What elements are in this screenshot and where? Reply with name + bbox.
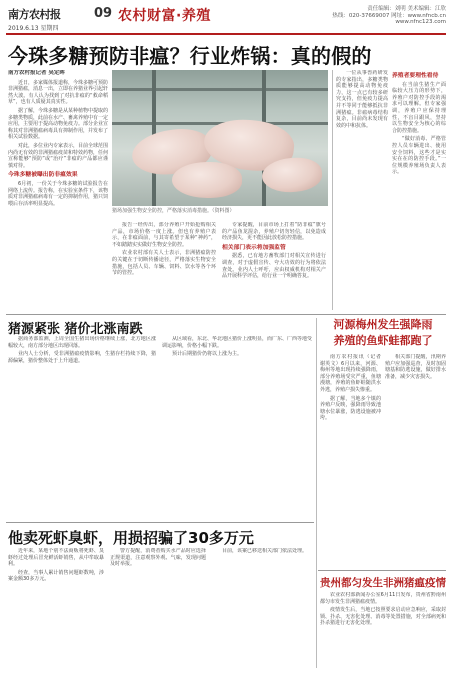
paragraph: 相关部门提醒，汛期养殖户应加强巡查，及时加固塘基和防逃设施，做好排水准备，减少灾害损失。 xyxy=(385,354,446,380)
lead-column-2 xyxy=(112,222,216,310)
shrimp-headline: 他卖死虾臭虾，用损招骗了30多万元 xyxy=(8,529,254,547)
paragraph: 预计后期猪价仍将以上涨为主。 xyxy=(172,351,243,358)
lead-column-3 xyxy=(222,222,326,310)
paragraph: 报告一经传出，部分养殖户开始抢购相关产品，市场价格一度上涨。但也有养殖户表示，在非瘟面前，与其寄希望于某种“神药”，不如踏踏实实做好生物安全防控。 xyxy=(112,222,216,248)
paragraph: 农业农村部有关人士表示，非洲猪瘟防控的关键在于切断传播途径，严格落实生物安全措施，包括人员、车辆、饲料、饮水等各个环节的管控。 xyxy=(112,250,216,277)
contact-line: 责任编辑：刘明 美术编辑：江欣 xyxy=(367,6,446,12)
pig-price-column-2 xyxy=(162,336,312,520)
shrimp-column-3 xyxy=(212,548,312,668)
rain-headline-line-1: 河源梅州发生强降雨 xyxy=(333,318,433,331)
byline: 南方农村报记者 吴定晖 xyxy=(8,70,65,76)
rain-column-2 xyxy=(385,354,446,566)
lead-column-5 xyxy=(392,70,446,310)
contact-line: www.nfnc123.com xyxy=(395,19,446,25)
section-title: 农村财富·养殖 xyxy=(118,8,211,24)
paragraph: 业内人士分析，受非洲猪瘟疫情影响，生猪存栏持续下降，猪源偏紧，猪价整体处于上升通道。 xyxy=(8,351,156,364)
section-divider xyxy=(318,570,446,571)
paragraph: 疫情发生后，当地已按照要求启动应急响应，采取封锁、扑杀、无害化处理、消毒等处置措施，对全部病死和扑杀猪进行无害化处理。 xyxy=(320,607,446,627)
issue-date: 2019.6.13 星期四 xyxy=(8,25,59,32)
paragraph: 南方农村报讯（记者 谢英文）6月以来，河源、梅州等地出现持续强降雨，部分养殖场受灾严重，鱼塘漫塘，养殖的鱼虾蛙随洪水外逃，养殖户损失惨重。 xyxy=(320,354,381,393)
paragraph: 据商务部监测，上周全国生猪出场价格继续上涨，北方地区涨幅较大，南方部分地区出现回落。 xyxy=(8,336,156,349)
pig-farm-photo xyxy=(112,70,328,206)
paragraph: “做好消毒、严格管控人员车辆进出、使用安全饲料，这些才是实实在在的防控手段。”一位规模养殖场负责人表示。 xyxy=(392,136,446,176)
paragraph: 对此，多位业内专家表示，目前全球范围内尚无有效的非洲猪瘟疫苗和特效药物，任何宣称能够“预防”或“治疗”非瘟的产品都应谨慎对待。 xyxy=(8,142,108,169)
masthead-rule xyxy=(6,33,446,35)
paragraph: 一位从事兽药研发的专家指出，多糖类物质能够提高动物免疫力，这一点已有较多研究支持，但免疫力提高并不等同于能够抵抗非洲猪瘟。非瘟病毒结构复杂，目前尚未发现有效的中和抗体。 xyxy=(336,70,388,129)
rain-column-1 xyxy=(320,354,381,566)
paragraph: 据悉，已有地方畜牧部门对相关宣传进行调查，对于虚假宣传、夸大功效的行为将依法查处。业内人士呼吁，应由权威机构对相关产品开展科学评估，给行业一个明确答复。 xyxy=(222,253,326,280)
pig-price-headline: 猪源紧张 猪价北涨南跌 xyxy=(8,322,143,337)
subhead: 相关部门表示将加强监管 xyxy=(222,244,286,251)
section-divider xyxy=(6,522,314,523)
rain-headline-line-2: 养殖的鱼虾蛙都跑了 xyxy=(333,334,433,347)
page-number: 09 xyxy=(94,6,113,21)
paragraph: 在当前生猪生产面临较大压力的形势下，养殖户对防控手段的渴求可以理解。但专家强调，养殖户应保持理性，不盲目跟风，坚持以生物安全为核心的综合防控措施。 xyxy=(392,81,446,134)
shrimp-column-1 xyxy=(8,548,104,668)
paragraph: 6月初，一份关于今珠多糖的试验报告在网络上流传。报告称，在实验室条件下，该物质对非洲猪瘟病毒有一定的抑制作用，猪只饲喂后存活率明显提高。 xyxy=(8,180,108,207)
paragraph: 农业农村部新闻办公室6月11日发布，贵州省黔南州都匀市发生非洲猪瘟疫情。 xyxy=(320,592,446,605)
pig-price-column-1 xyxy=(8,336,156,520)
subhead: 养殖者要理性看待 xyxy=(392,73,439,79)
paragraph: 目前，该案已移送相关部门依法处理。 xyxy=(222,548,308,554)
paragraph: 近日，多家媒体报道称，今珠多糖可预防非洲猪瘟，消息一出，立即在养猪业界引起轩然大波。有人认为找到了对抗非瘟的“救命稻草”，也有人质疑其真实性。 xyxy=(8,79,108,106)
contact-info xyxy=(306,6,446,26)
subhead: 今珠多糖被曝出防非瘟效果 xyxy=(8,172,78,179)
shrimp-column-2 xyxy=(110,548,206,668)
section-divider xyxy=(6,314,446,315)
masthead xyxy=(0,0,452,34)
lead-column-1 xyxy=(8,70,108,310)
paragraph: 据了解，当地多个镇的养殖户反映，强降雨导致池塘水位暴涨，防逃设施被冲垮。 xyxy=(320,395,381,422)
guizhou-column xyxy=(320,592,446,668)
column-divider xyxy=(316,318,317,668)
paragraph: 经查，当事人累计销售问题虾数吨，涉案金额30多万元。 xyxy=(8,569,104,583)
paragraph: 警方提醒，消费者购买水产品时应选择正规渠道，注意观察外观、气味，发现问题及时举报。 xyxy=(110,548,206,568)
paragraph: 据了解，今珠多糖是从某种植物中提取的多糖类物质，此前在水产、畜禽养殖中有一定应用，主要用于提高动物免疫力。部分企业宣称其对非洲猪瘟病毒具有抑制作用，并发布了相关试验数据。 xyxy=(8,107,108,141)
lead-headline: 今珠多糖预防非瘟？行业炸锅：真的假的 xyxy=(8,44,372,68)
contact-line: 热线：020-37669007 网址：www.nfncb.cn xyxy=(332,12,446,19)
paragraph: 近年来，某地个别不法商贩将死虾、臭虾经过处理后冒充鲜活虾销售，从中牟取暴利。 xyxy=(8,548,104,568)
newspaper-logo: 南方农村报 xyxy=(8,8,61,21)
photo-caption: 猪场加强生物安全防控，严格落实消毒措施。（资料图） xyxy=(112,208,235,214)
guizhou-headline: 贵州都匀发生非洲猪瘟疫情 xyxy=(320,577,446,589)
paragraph: 从区域看，东北、华北地区猪价上涨明显，而广东、广西等地受调运影响，价格小幅下跌。 xyxy=(162,336,312,349)
lead-column-4 xyxy=(336,70,388,310)
paragraph: 专家提醒，目前市场上打着“防非瘟”旗号的产品鱼龙混杂，养殖户切勿轻信，以免造成经济损失，更不能因此放松防控措施。 xyxy=(222,222,326,242)
column-divider xyxy=(332,70,333,310)
